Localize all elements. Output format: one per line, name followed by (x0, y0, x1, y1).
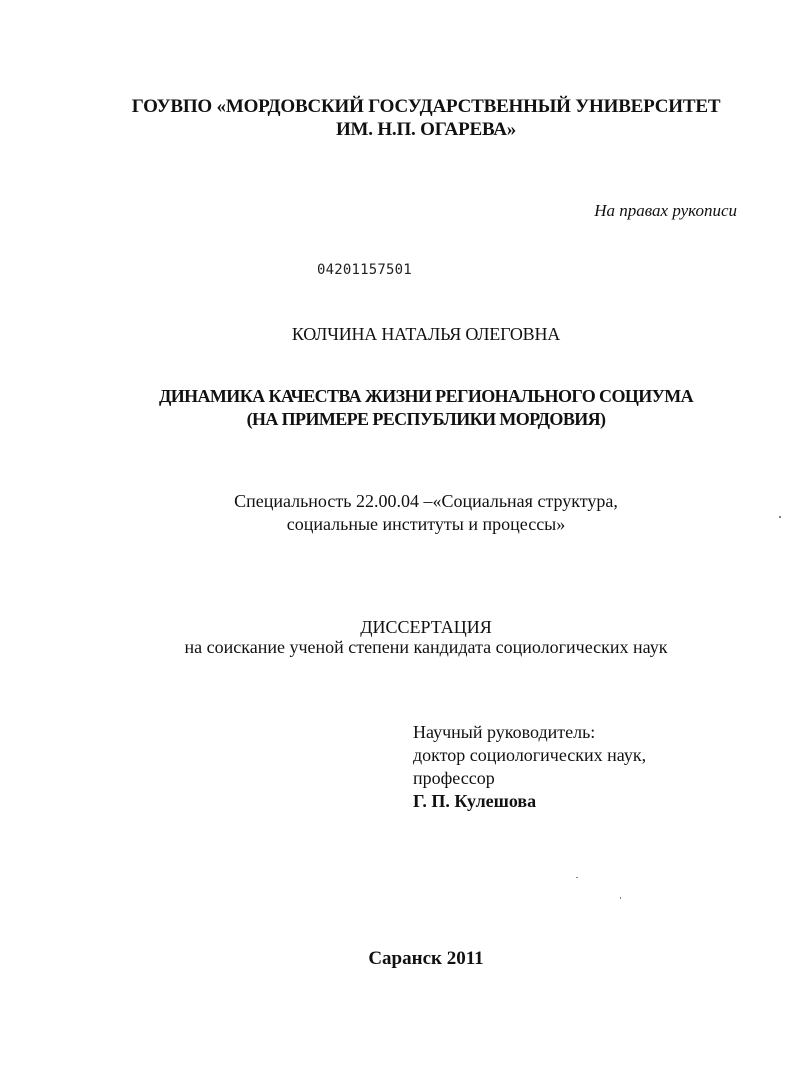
institution-name-line-1: ГОУВПО «МОРДОВСКИЙ ГОСУДАРСТВЕННЫЙ УНИВЕРСИТЕТ (131, 96, 721, 117)
manuscript-rights-note: На правах рукописи (594, 201, 737, 220)
work-type-heading: ДИССЕРТАЦИЯ (360, 617, 492, 637)
author-name: КОЛЧИНА НАТАЛЬЯ ОЛЕГОВНА (291, 324, 561, 344)
dissertation-title-line-1: ДИНАМИКА КАЧЕСТВА ЖИЗНИ РЕГИОНАЛЬНОГО СОЦИУМА (158, 386, 694, 406)
city-and-year: Саранск 2011 (368, 948, 484, 969)
scan-speck (576, 877, 578, 878)
specialty-line-1: Специальность 22.00.04 –«Социальная структура, (234, 491, 618, 511)
dissertation-title-line-2: (НА ПРИМЕРЕ РЕСПУБЛИКИ МОРДОВИЯ) (246, 409, 606, 429)
scan-speck (620, 897, 621, 899)
advisor-degree: доктор социологических наук, (413, 745, 647, 765)
advisor-rank: профессор (413, 768, 495, 788)
scientific-advisor-block (413, 721, 646, 813)
degree-sought: на соискание ученой степени кандидата социологических наук (184, 637, 668, 657)
advisor-name: Г. П. Кулешова (413, 791, 537, 811)
institution-name-line-2: ИМ. Н.П. ОГАРЕВА» (335, 119, 517, 140)
scan-speck (779, 516, 781, 518)
specialty-line-2: социальные институты и процессы» (286, 514, 566, 534)
advisor-label: Научный руководитель: (413, 722, 596, 742)
registry-code: 04201157501 (317, 262, 412, 278)
